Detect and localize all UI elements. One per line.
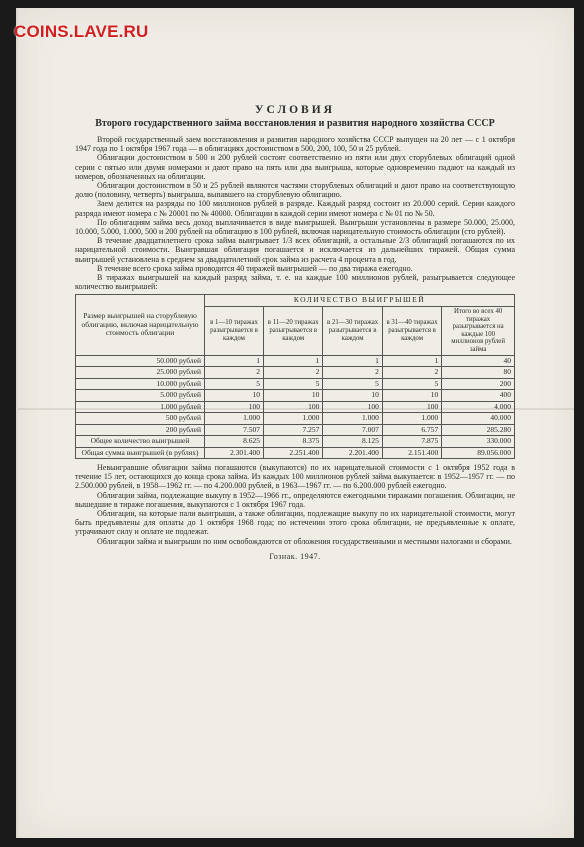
prize-count: 100 [323, 401, 382, 413]
prize-count: 4.000 [442, 401, 515, 413]
prize-count: 1 [205, 355, 264, 367]
prize-count: 285.280 [442, 424, 515, 436]
total-count-cell: 330.000 [442, 436, 515, 448]
prize-count: 2 [382, 367, 441, 379]
paragraph: Невыигравшие облигации займа погашаются (выкупаются) по их нарицательной стоимости с 1 октября 1952 года в течение 15 лет, остающихся до конца срока займа. Из каждых 100 миллионов рублей займа выкупается: в 1952—1957 гг. — по 2.500.000 рублей, в 1958—1962 гг. — по 4.200.000 рублей, в 1963—1967 гг. — по 6.200.000 рублей ежегодно. [75, 463, 515, 491]
prize-count: 1.000 [382, 413, 441, 425]
prize-count: 10 [323, 390, 382, 402]
paragraph: В тиражах выигрышей на каждый разряд займа, т. е. на каждые 100 миллионов рублей, разыгрывается следующее количество выигрышей: [75, 273, 515, 292]
prize-count: 40.000 [442, 413, 515, 425]
paragraph: Облигации достоинством в 500 и 200 рублей состоят соответственно из пяти или двух сторублевых облигаций одной серии с пятью или двумя номерами и дают право на пять или два выигрыша, которые одновременно падают на каждый из номеров, обозначенных на облигации. [75, 153, 515, 181]
table-col-header: в 1—10 тиражах разыгрывается в каждом [205, 306, 264, 355]
total-count-cell: 8.625 [205, 436, 264, 448]
table-col-header: в 11—20 тиражах разыгрывается в каждом [264, 306, 323, 355]
prize-count: 7.007 [323, 424, 382, 436]
total-count-cell: 8.125 [323, 436, 382, 448]
prize-count: 1 [323, 355, 382, 367]
prize-count: 5 [323, 378, 382, 390]
document-body [75, 104, 515, 561]
total-sum-cell: 2.201.400 [323, 447, 382, 459]
paragraph: По облигациям займа весь доход выплачивается в виде выигрышей. Выигрыши установлены в размере 50.000, 25.000, 10.000, 5.000, 1.000, 500 и 200 рублей на облигацию в 100 рублей, включая нарицательную стоимость облигации (сто рублей). [75, 217, 515, 237]
total-sum-cell: 2.301.400 [205, 447, 264, 459]
prize-count: 2 [264, 367, 323, 379]
paragraph: В течение всего срока займа проводится 40 тиражей выигрышей — по два тиража ежегодно. [97, 263, 413, 273]
table-row [76, 390, 515, 402]
prize-count: 6.757 [382, 424, 441, 436]
table-col-header: в 31—40 тиражах разыгрывается в каждом [382, 306, 441, 355]
paragraph: Облигации займа, подлежащие выкупу в 1952—1966 гг., определяются ежегодными тиражами погашения. Облигации, не вышедшие в тираже погашения, выкупаются с 1 октября 1967 года. [75, 490, 515, 509]
prize-count: 1.000 [205, 413, 264, 425]
table-label-header: Размер выигрышей на сторублевую облигацию, включая нарицательную стоимость облигации [76, 295, 205, 355]
table-row [76, 367, 515, 379]
table-col-header: Итого во всех 40 тиражах разыгрывается на каждые 100 миллионов рублей займа [442, 306, 515, 355]
prize-count: 7.257 [264, 424, 323, 436]
table-row [76, 424, 515, 436]
prize-amount: 1.000 рублей [76, 401, 205, 413]
prize-count: 80 [442, 367, 515, 379]
paragraph: Облигации достоинством в 50 и 25 рублей являются частями сторублевых облигаций и дают право на соответствующую долю (половину, четверть) выигрыша, выпавшего на сторублевую облигацию. [75, 181, 515, 200]
prize-count: 5 [205, 378, 264, 390]
paragraph: Заем делится на разряды по 100 миллионов рублей в разряде. Каждый разряд состоит из 20.000 серий. Серии каждого разряда имеют номера с № 20001 по № 40000. Облигации в каждой серии имеют номера с № 01 по № 50. [75, 199, 515, 218]
paragraph: В течение двадцатилетнего срока займа выигрывает 1/3 всех облигаций, а остальные 2/3 облигаций погашаются по их нарицательной стоимости. Выигравшая облигация погашается и исключается из дальнейших тиражей. Общая сумма выигрышей установлена в среднем за двадцатилетний срок займа из расчета 4 процента в год. [75, 236, 515, 264]
prize-amount: 200 рублей [76, 424, 205, 436]
prize-count: 200 [442, 378, 515, 390]
total-sum-cell: 2.151.400 [382, 447, 441, 459]
prize-amount: 500 рублей [76, 413, 205, 425]
table-row [76, 355, 515, 367]
prize-amount: 50.000 рублей [76, 355, 205, 367]
total-sum-label: Общая сумма выигрышей (в рублях) [76, 447, 205, 459]
table-row [76, 413, 515, 425]
prize-table [75, 294, 515, 459]
table-row [76, 401, 515, 413]
printer-imprint: Гознак. 1947. [269, 551, 321, 561]
paragraph: Второй государственный заем восстановления и развития народного хозяйства СССР выпущен на 20 лет — с 1 октября 1947 года по 1 октября 1967 года — в облигациях достоинством в 500, 200, 100, 50 и 25 рублей. [75, 135, 515, 154]
table-row [76, 378, 515, 390]
total-count-cell: 7.875 [382, 436, 441, 448]
total-count-cell: 8.375 [264, 436, 323, 448]
total-count-label: Общее количество выигрышей [76, 436, 205, 448]
document-subtitle: Второго государственного займа восстановления и развития народного хозяйства СССР [95, 118, 495, 129]
prize-count: 100 [382, 401, 441, 413]
document-title: УСЛОВИЯ [255, 104, 335, 116]
prize-amount: 10.000 рублей [76, 378, 205, 390]
prize-count: 1 [382, 355, 441, 367]
prize-amount: 25.000 рублей [76, 367, 205, 379]
total-sum-cell: 89.056.000 [442, 447, 515, 459]
prize-count: 7.507 [205, 424, 264, 436]
prize-count: 5 [382, 378, 441, 390]
prize-count: 1.000 [323, 413, 382, 425]
prize-amount: 5.000 рублей [76, 390, 205, 402]
prize-count: 5 [264, 378, 323, 390]
prize-count: 2 [323, 367, 382, 379]
total-sum-cell: 2.251.400 [264, 447, 323, 459]
prize-count: 400 [442, 390, 515, 402]
prize-count: 100 [264, 401, 323, 413]
prize-count: 2 [205, 367, 264, 379]
prize-count: 10 [205, 390, 264, 402]
prize-count: 1 [264, 355, 323, 367]
site-watermark: COINS.LAVE.RU [14, 22, 149, 41]
paragraph: Облигации займа и выигрыши по ним освобождаются от обложения государственными и местными налогами и сборами. [97, 536, 512, 546]
prize-count: 100 [205, 401, 264, 413]
paragraph: Облигации, на которые пали выигрыши, а также облигации, подлежащие выкупу по их нарицательной стоимости, могут быть предъявлены для оплаты до 1 октября 1968 года; по истечении этого срока облигации, не предъявленные к оплате, утрачивают силу и оплате не подлежат. [75, 509, 515, 537]
prize-count: 10 [382, 390, 441, 402]
prize-count: 10 [264, 390, 323, 402]
table-group-header: КОЛИЧЕСТВО ВЫИГРЫШЕЙ [205, 295, 515, 307]
prize-count: 1.000 [264, 413, 323, 425]
table-col-header: в 21—30 тиражах разыгрывается в каждом [323, 306, 382, 355]
prize-count: 40 [442, 355, 515, 367]
